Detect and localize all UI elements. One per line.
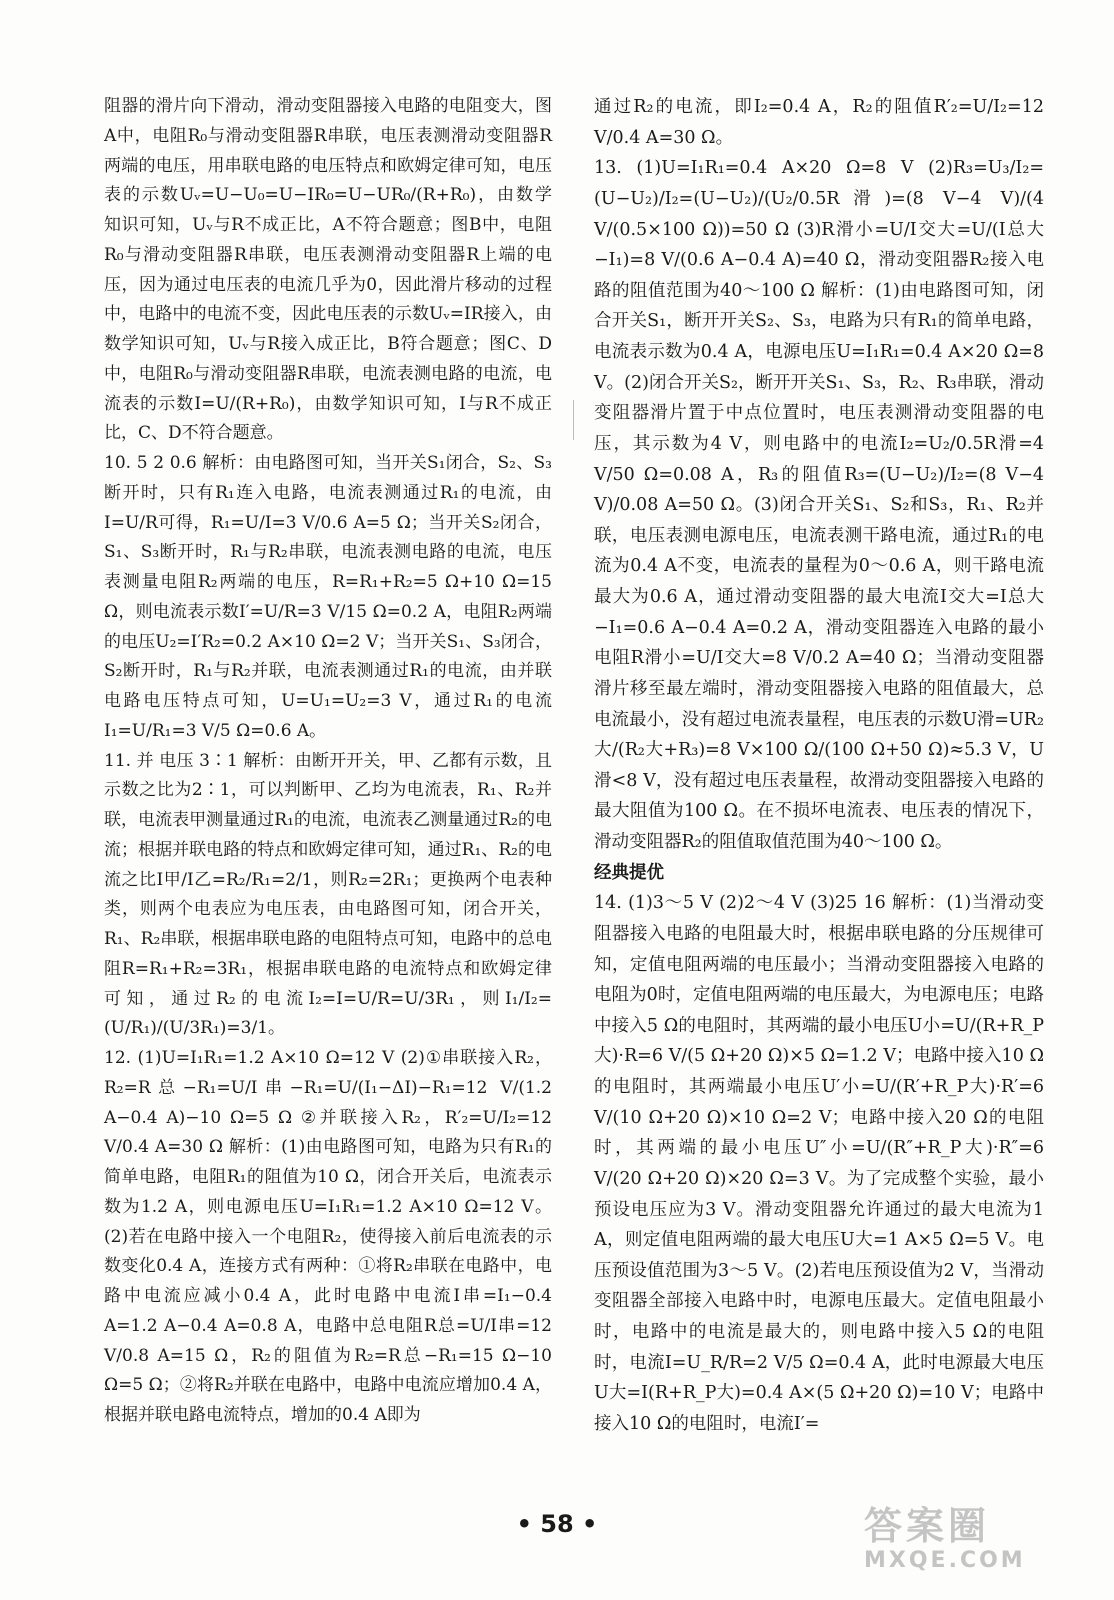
paragraph-q12-continued: 通过R₂的电流，即I₂=0.4 A，R₂的阻值R′₂=U/I₂=12 V/0.4 A=30 Ω。 — [594, 97, 1044, 148]
watermark-chinese: 答案圈 — [864, 1504, 991, 1548]
left-column — [104, 92, 552, 1431]
watermark-url: MXQE.COM — [864, 1548, 1026, 1573]
column-divider-mark — [573, 400, 574, 440]
paragraph-q10: 10. 5 2 0.6 解析：由电路图可知，当开关S₁闭合，S₂、S₃断开时，只有R₁连入电路，电流表测通过R₁的电流，由I=U/R可得，R₁=U/I=3 V/0.6 A=5 Ω；当开关S₂闭合，S₁、S₃断开时，R₁与R₂串联，电流表测电路的电流，电压表测量电阻R₂两端的电压，R=R₁+R₂=5 Ω+10 Ω=15 Ω，则电流表示数I′=U/R=3 V/15 Ω=0.2 A，电阻R₂两端的电压U₂=I′R₂=0.2 A×10 Ω=2 V；当开关S₁、S₃闭合，S₂断开时，R₁与R₂并联，电流表测通过R₁的电流，由并联电路电压特点可知，U=U₁=U₂=3 V，通过R₁的电流I₁=U/R₁=3 V/5 Ω=0.6 A。 — [104, 453, 552, 741]
paragraph-q11: 11. 并 电压 3∶1 解析：由断开开关，甲、乙都有示数，且示数之比为2∶1，可以判断甲、乙均为电流表，R₁、R₂并联，电流表甲测量通过R₁的电流，电流表乙测量通过R₂的电流；根据并联电路的特点和欧姆定律可知，通过R₁、R₂的电流之比I甲/I乙=R₂/R₁=2/1，则R₂=2R₁；更换两个电表种类，则两个电表应为电压表，由电路图可知，闭合开关，R₁、R₂串联，根据串联电路的电阻特点可知，电路中的总电阻R=R₁+R₂=3R₁，根据串联电路的电流特点和欧姆定律可知，通过R₂的电流I₂=I=U/R=U/3R₁，则I₁/I₂=(U/R₁)/(U/3R₁)=3/1。 — [104, 750, 552, 1039]
paragraph-q12: 12. (1)U=I₁R₁=1.2 A×10 Ω=12 V (2)①串联接入R₂，R₂=R总−R₁=U/I串−R₁=U/(I₁−ΔI)−R₁=12 V/(1.2 A−0.4 A)−10 Ω=5 Ω ②并联接入R₂，R′₂=U/I₂=12 V/0.4 A=30 Ω 解析：(1)由电路图可知，电路为只有R₁的简单电路，电阻R₁的阻值为10 Ω，闭合开关后，电流表示数为1.2 A，则电源电压U=I₁R₁=1.2 A×10 Ω=12 V。(2)若在电路中接入一个电阻R₂，使得接入前后电流表的示数变化0.4 A，连接方式有两种：①将R₂串联在电路中，电路中电流应减小0.4 A，此时电路中电流I串=I₁−0.4 A=1.2 A−0.4 A=0.8 A，电路中总电阻R总=U/I串=12 V/0.8 A=15 Ω，R₂的阻值为R₂=R总−R₁=15 Ω−10 Ω=5 Ω；②将R₂并联在电路中，电路中电流应增加0.4 A，根据并联电路电流特点，增加的0.4 A即为 — [104, 1048, 552, 1425]
paragraph-q9-continued: 阻器的滑片向下滑动，滑动变阻器接入电路的电阻变大，图A中，电阻R₀与滑动变阻器R串联，电压表测滑动变阻器R两端的电压，用串联电路的电压特点和欧姆定律可知，电压表的示数Uᵥ=U−U₀=U−IR₀=U−UR₀/(R+R₀)，由数学知识可知，Uᵥ与R不成正比，A不符合题意；图B中，电阻R₀与滑动变阻器R串联，电压表测滑动变阻器R上端的电压，因为通过电压表的电流几乎为0，因此滑片移动的过程中，电路中的电流不变，因此电压表的示数Uᵥ=IR接入，由数学知识可知，Uᵥ与R接入成正比，B符合题意；图C、D中，电阻R₀与滑动变阻器R串联，电流表测电路的电流，电流表的示数I=U/(R+R₀)，由数学知识可知，I与R不成正比，C、D不符合题意。 — [104, 96, 552, 444]
paragraph-q13: 13. (1)U=I₁R₁=0.4 A×20 Ω=8 V (2)R₃=U₃/I₂=(U−U₂)/I₂=(U−U₂)/(U₂/0.5R滑)=(8 V−4 V)/(4 V/(0.5×100 Ω))=50 Ω (3)R滑小=U/I交大=U/(I总大−I₁)=8 V/(0.6 A−0.4 A)=40 Ω，滑动变阻器R₂接入电路的阻值范围为40～100 Ω 解析：(1)由电路图可知，闭合开关S₁，断开开关S₂、S₃，电路为只有R₁的简单电路，电流表示数为0.4 A，电源电压U=I₁R₁=0.4 A×20 Ω=8 V。(2)闭合开关S₂，断开开关S₁、S₃，R₂、R₃串联，滑动变阻器滑片置于中点位置时，电压表测滑动变阻器的电压，其示数为4 V，则电路中的电流I₂=U₂/0.5R滑=4 V/50 Ω=0.08 A，R₃的阻值R₃=(U−U₂)/I₂=(8 V−4 V)/0.08 A=50 Ω。(3)闭合开关S₁、S₂和S₃，R₁、R₂并联，电压表测电源电压，电流表测干路电流，通过R₁的电流为0.4 A不变，电流表的量程为0～0.6 A，则干路电流最大为0.6 A，通过滑动变阻器的最大电流I交大=I总大−I₁=0.6 A−0.4 A=0.2 A，滑动变阻器连入电路的最小电阻R滑小=U/I交大=8 V/0.2 A=40 Ω；当滑动变阻器滑片移至最左端时，滑动变阻器接入电路的阻值最大，总电流最小，没有超过电流表量程，电压表的示数U滑=UR₂大/(R₂大+R₃)=8 V×100 Ω/(100 Ω+50 Ω)≈5.3 V，U滑<8 V，没有超过电压表量程，故滑动变阻器接入电路的最大阻值为100 Ω。在不损坏电流表、电压表的情况下，滑动变阻器R₂的阻值取值范围为40～100 Ω。 — [594, 158, 1044, 852]
right-column — [594, 92, 1044, 1440]
paragraph-q14: 14. (1)3～5 V (2)2～4 V (3)25 16 解析：(1)当滑动变阻器接入电路的电阻最大时，根据串联电路的分压规律可知，定值电阻两端的电压最小；当滑动变阻器接入电路的电阻为0时，定值电阻两端的电压最大，为电源电压；电路中接入5 Ω的电阻时，其两端的最小电压U小=U/(R+R_P大)·R=6 V/(5 Ω+20 Ω)×5 Ω=1.2 V；电路中接入10 Ω的电阻时，其两端最小电压U′小=U/(R′+R_P大)·R′=6 V/(10 Ω+20 Ω)×10 Ω=2 V；电路中接入20 Ω的电阻时，其两端的最小电压U″小=U/(R″+R_P大)·R″=6 V/(20 Ω+20 Ω)×20 Ω=3 V。为了完成整个实验，最小预设电压应为3 V。滑动变阻器允许通过的最大电流为1 A，则定值电阻两端的最大电压U大=1 A×5 Ω=5 V。电压预设值范围为3～5 V。(2)若电压预设值为2 V，当滑动变阻器全部接入电路中时，电源电压最大。定值电阻最小时，电路中的电流是最大的，则电路中接入5 Ω的电阻时，电流I=U_R/R=2 V/5 Ω=0.4 A，此时电源最大电压U大=I(R+R_P大)=0.4 A×(5 Ω+20 Ω)=10 V；电路中接入10 Ω的电阻时，电流I′= — [594, 893, 1045, 1434]
page-number: • 58 • — [516, 1510, 598, 1538]
watermark-logo — [864, 1504, 1074, 1578]
section-heading: 经典提优 — [594, 862, 664, 883]
